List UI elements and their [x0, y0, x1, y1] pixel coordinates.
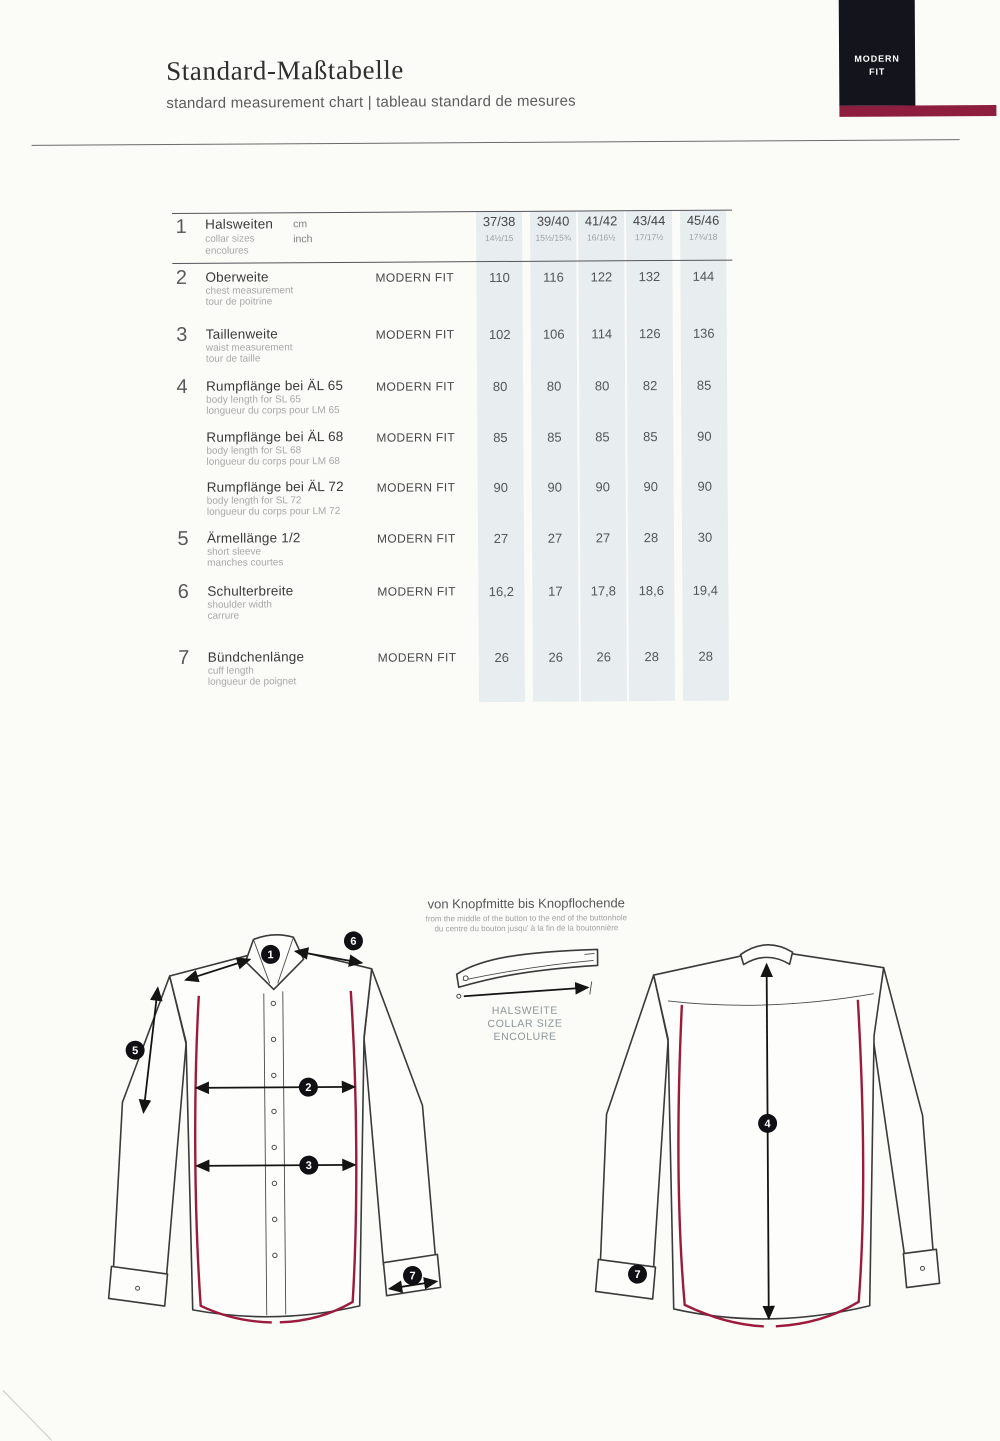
scan-corner-artifact	[3, 1390, 53, 1441]
collar-band-drawing	[457, 949, 599, 1043]
chest-width-arrow	[196, 1087, 354, 1088]
row-sub-fr: carrure	[207, 610, 240, 622]
marker-7-front	[403, 1266, 422, 1285]
row-sub-en: collar sizes	[205, 233, 255, 245]
page-subtitle: standard measurement chart | tableau standard de mesures	[166, 92, 576, 113]
table-row	[0, 579, 1000, 639]
collar-label-de: HALSWEITE	[491, 1004, 558, 1018]
note-sub-en: from the middle of the button to the end of the buttonhole	[425, 913, 628, 924]
fit-label: MODERN FIT	[376, 379, 455, 394]
cell-value: 28	[644, 649, 660, 665]
cell-value: 30	[697, 529, 713, 545]
cell-value: 110	[489, 269, 510, 286]
cell-value: 90	[643, 479, 658, 495]
shirt-back-drawing	[594, 944, 940, 1328]
svg-text:4: 4	[764, 1118, 771, 1131]
fit-label: MODERN FIT	[375, 327, 455, 342]
fit-label: MODERN FIT	[377, 584, 457, 599]
cell-value: 18,6	[638, 582, 665, 599]
row-sub-en: chest measurement	[205, 285, 294, 297]
header-divider	[32, 139, 960, 146]
cell-value: 19,4	[692, 582, 719, 598]
collar-label-en: COLLAR SIZE	[487, 1017, 563, 1031]
row-number: 6	[177, 580, 189, 603]
fit-label: MODERN FIT	[376, 531, 456, 546]
cell-value: 116	[543, 269, 564, 285]
cell-value: 16,2	[488, 583, 515, 600]
cell-value: 85	[643, 429, 658, 445]
cell-value: 28	[698, 648, 714, 664]
cell-value: 17	[548, 583, 563, 599]
cell-value: 122	[590, 269, 613, 285]
row-sub-fr: longueur du corps pour LM 68	[206, 455, 340, 468]
fit-label: MODERN FIT	[375, 270, 455, 285]
row-sub-en: body length for SL 68	[206, 445, 302, 457]
cell-value: 85	[595, 429, 610, 445]
cell-value: 136	[692, 325, 715, 341]
marker-6	[344, 931, 363, 950]
row-sub-en: shoulder width	[207, 599, 272, 611]
collar-label-fr: ENCOLURE	[493, 1030, 557, 1044]
shirt-front-drawing	[106, 931, 440, 1324]
row-label: Oberweite	[205, 269, 269, 285]
svg-text:1: 1	[267, 949, 274, 962]
row-label: Bündchenlänge	[207, 649, 305, 665]
badge-accent-stripe	[839, 105, 996, 117]
cell-value: 28	[643, 530, 659, 546]
cell-value: 90	[595, 479, 610, 495]
waist-width-arrow	[197, 1165, 355, 1166]
size-column-header: 41/42 16/16½	[584, 213, 618, 243]
marker-4	[758, 1114, 777, 1133]
row-number: 2	[175, 266, 188, 289]
row-label: Taillenweite	[205, 326, 278, 342]
cell-value: 85	[696, 377, 712, 393]
row-number: 3	[176, 323, 188, 346]
table-header-row	[0, 210, 997, 270]
row-number: 1	[175, 215, 187, 238]
cell-value: 114	[591, 326, 613, 342]
row-sub-fr: manches courtes	[207, 557, 284, 569]
cell-value: 90	[697, 428, 712, 444]
cell-value: 90	[493, 479, 508, 496]
marker-2	[299, 1078, 318, 1097]
cell-value: 27	[493, 530, 509, 547]
cell-value: 27	[595, 530, 611, 546]
row-label: Schulterbreite	[207, 583, 294, 599]
row-label: Rumpflänge bei ÄL 68	[206, 428, 344, 445]
svg-text:7: 7	[634, 1268, 641, 1281]
size-column-header: 43/44 17/17½	[632, 212, 666, 243]
modern-fit-badge	[839, 0, 916, 106]
cell-value: 106	[542, 326, 565, 342]
cell-value: 80	[492, 378, 508, 395]
svg-text:2: 2	[305, 1081, 312, 1094]
cell-value: 85	[547, 429, 562, 445]
svg-text:3: 3	[305, 1159, 312, 1172]
cell-value: 132	[638, 269, 661, 285]
row-number: 7	[178, 646, 190, 669]
cell-value: 17,8	[590, 583, 617, 599]
row-sub-en: waist measurement	[205, 342, 293, 354]
collar-dimension-arrow	[464, 987, 588, 996]
row-label: Rumpflänge bei ÄL 65	[206, 377, 344, 394]
note-sub-fr: du centre du bouton jusqu' à la fin de la boutonnière	[434, 923, 619, 934]
unit-cm: cm	[293, 218, 308, 231]
row-sub-en: body length for SL 72	[206, 495, 302, 507]
table-row	[0, 645, 1000, 705]
row-sub-fr: tour de taille	[205, 353, 261, 365]
row-sub-en: short sleeve	[207, 546, 262, 558]
row-sub-fr: encolures	[205, 245, 249, 257]
note-title: von Knopfmitte bis Knopflochende	[427, 895, 625, 912]
row-sub-fr: longueur de poignet	[207, 676, 297, 688]
cell-value: 80	[546, 378, 562, 394]
row-number: 4	[176, 375, 188, 398]
table-row	[0, 322, 998, 382]
cell-value: 90	[697, 478, 712, 494]
row-sub-fr: longueur du corps pour LM 72	[206, 505, 341, 518]
row-number: 5	[177, 527, 189, 550]
fit-label: MODERN FIT	[376, 430, 456, 445]
cell-value: 126	[638, 326, 661, 342]
marker-5	[126, 1041, 145, 1060]
badge-line2: FIT	[869, 66, 886, 77]
svg-text:6: 6	[350, 935, 357, 948]
marker-1	[261, 945, 280, 964]
badge-line1: MODERN	[854, 53, 900, 64]
cell-value: 26	[494, 649, 510, 666]
row-label: Rumpflänge bei ÄL 72	[206, 478, 344, 495]
cell-value: 26	[596, 649, 612, 665]
fit-label: MODERN FIT	[377, 650, 457, 665]
cell-value: 102	[488, 326, 511, 343]
cell-value: 27	[547, 530, 563, 546]
row-sub-en: cuff length	[207, 665, 254, 677]
svg-text:7: 7	[409, 1270, 416, 1283]
row-sub-en: body length for SL 65	[206, 394, 301, 406]
size-column-header: 45/46 17¾/18	[686, 212, 720, 242]
fit-label: MODERN FIT	[376, 480, 456, 495]
cell-value: 90	[547, 479, 562, 495]
size-column-header: 37/38 14½/15	[482, 213, 516, 244]
svg-text:5: 5	[132, 1045, 139, 1058]
row-label: Halsweiten	[205, 216, 274, 232]
cell-value: 85	[493, 429, 508, 446]
table-row	[0, 265, 998, 325]
cell-value: 26	[548, 649, 564, 665]
row-sub-fr: longueur du corps pour LM 65	[206, 404, 340, 417]
row-sub-fr: tour de poitrine	[205, 296, 273, 308]
shirt-measurement-diagram	[1, 887, 1000, 1393]
cell-value: 82	[642, 378, 658, 394]
marker-7-back	[628, 1265, 647, 1284]
size-column-header: 39/40 15½/15¾	[535, 213, 571, 243]
marker-3	[299, 1156, 318, 1175]
cell-value: 144	[692, 268, 715, 284]
row-label: Ärmellänge 1/2	[206, 530, 301, 546]
unit-inch: inch	[293, 233, 313, 246]
page-title: Standard-Maßtabelle	[166, 54, 405, 87]
cell-value: 80	[594, 378, 610, 394]
table-row	[0, 526, 999, 586]
